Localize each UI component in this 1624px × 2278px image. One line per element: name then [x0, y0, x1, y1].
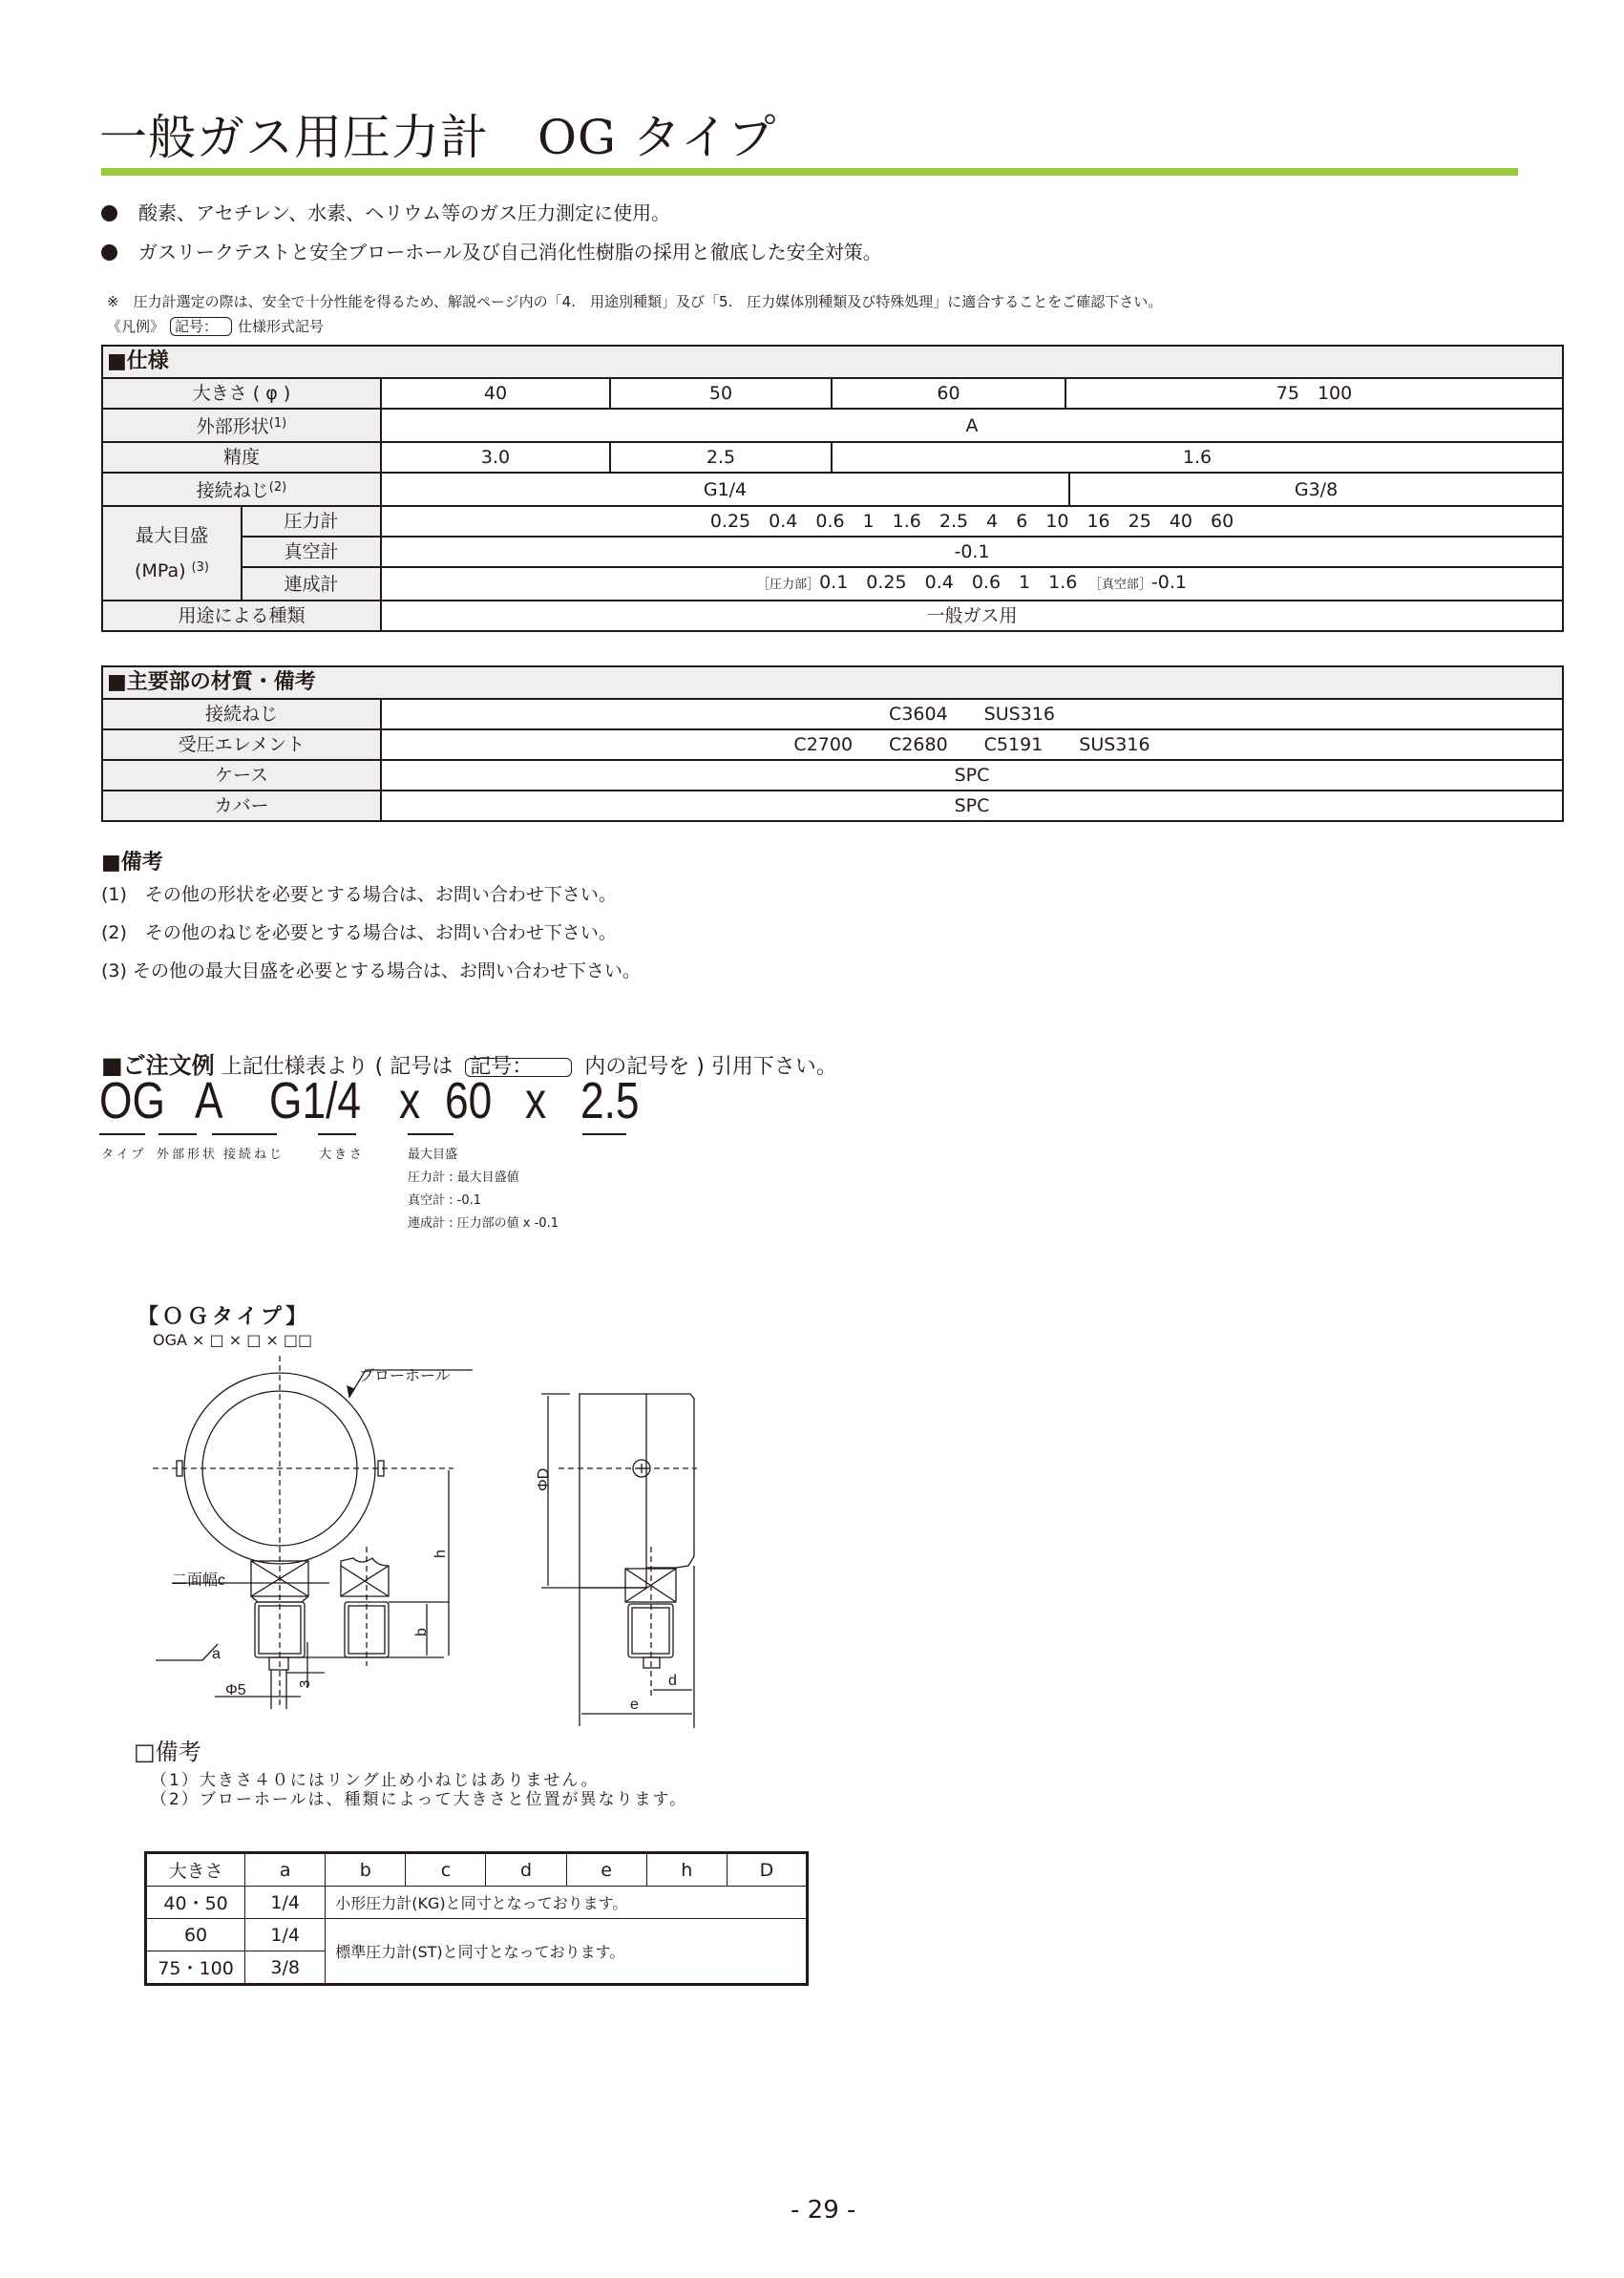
- dimension-table: [144, 1851, 809, 1986]
- section-title: ■主要部の材質・備考: [102, 666, 1563, 699]
- table-row: 接続ねじ$^{(2)}$ G1/4 G3/8: [102, 473, 1563, 506]
- svg-text:e: e: [630, 1697, 639, 1713]
- order-label-size: 大きさ: [319, 1148, 366, 1162]
- section-title: ■仕様: [102, 346, 1563, 378]
- order-label-shape: 外部形状: [157, 1148, 219, 1162]
- scale-note: 圧力計 : 最大目盛値: [408, 1171, 519, 1185]
- svg-text:b: b: [413, 1628, 430, 1636]
- table-row: 受圧エレメント C2700 C2680 C5191 SUS316: [102, 729, 1563, 760]
- notes2-title: □備考: [134, 1739, 201, 1765]
- underline: [408, 1133, 453, 1135]
- underline: [99, 1133, 145, 1135]
- page-number: - 29 -: [791, 2196, 856, 2225]
- scale-note: 真空計 : -0.1: [408, 1193, 482, 1208]
- table-row: 外部形状$^{(1)}$ A: [102, 409, 1563, 442]
- svg-text:ΦD: ΦD: [536, 1467, 552, 1491]
- order-code-size: 60: [445, 1072, 493, 1129]
- order-code-x: x: [399, 1072, 421, 1129]
- svg-text:二面幅c: 二面幅c: [172, 1572, 226, 1589]
- table-row: 大きさ ( φ ) 40 50 60 75 100: [102, 378, 1563, 409]
- bullet-icon: [101, 205, 117, 221]
- symbol-box: 記号：: [170, 317, 232, 336]
- materials-table: [101, 665, 1564, 822]
- title-underline: [101, 168, 1518, 176]
- table-header-row: 大きさ a b c d e h D: [146, 1853, 808, 1887]
- diagram-code: OGA × □ × □ × □□: [153, 1331, 313, 1349]
- order-label-type: タイプ: [101, 1148, 147, 1162]
- note-item: （2）ブローホールは、種類によって大きさと位置が異なります。: [151, 1790, 688, 1809]
- svg-text:h: h: [432, 1550, 449, 1558]
- underline: [212, 1133, 277, 1135]
- svg-text:d: d: [668, 1673, 677, 1689]
- table-row: 40・50 1/4 小形圧力計(KG)と同寸となっております。: [146, 1887, 808, 1919]
- table-row: 接続ねじ C3604 SUS316: [102, 699, 1563, 729]
- order-code-thread: G1/4: [269, 1072, 362, 1129]
- table-row: 用途による種類 一般ガス用: [102, 601, 1563, 631]
- table-row: 連成計 ［圧力部］0.1 0.25 0.4 0.6 1 1.6 ［真空部］-0.1: [102, 567, 1563, 601]
- order-code-shape: A: [195, 1072, 223, 1129]
- remark-item: (1) その他の形状を必要とする場合は、お問い合わせ下さい。: [101, 884, 617, 905]
- table-row: 75・100 3/8: [146, 1951, 808, 1985]
- order-code-type: OG: [99, 1072, 165, 1129]
- order-label-scale: 最大目盛: [408, 1148, 458, 1162]
- remark-item: (2) その他のねじを必要とする場合は、お問い合わせ下さい。: [101, 922, 617, 943]
- svg-text:ブローホール: ブローホール: [359, 1368, 451, 1384]
- scale-note: 連成計 : 圧力部の値 x -0.1: [408, 1216, 559, 1231]
- table-row: 真空計 -0.1: [102, 537, 1563, 567]
- page-title: 一般ガス用圧力計 OG タイプ: [99, 110, 777, 165]
- legend: 《凡例》 記号： 仕様形式記号: [107, 318, 325, 335]
- feature-item: ガスリークテストと安全ブローホール及び自己消化性樹脂の採用と徹底した安全対策。: [101, 237, 882, 264]
- underline: [158, 1133, 197, 1135]
- feature-item: 酸素、アセチレン、水素、ヘリウム等のガス圧力測定に使用。: [101, 198, 670, 225]
- selection-note: ※ 圧力計選定の際は、安全で十分性能を得るため、解説ページ内の「4. 用途別種類」及び「5. 圧力媒体別種類及び特殊処理」に適合することをご確認下さい。: [107, 293, 1163, 310]
- remarks-title: ■備考: [101, 851, 163, 875]
- svg-text:3: 3: [297, 1679, 313, 1688]
- table-row: カバー SPC: [102, 791, 1563, 821]
- remark-item: (3) その他の最大目盛を必要とする場合は、お問い合わせ下さい。: [101, 960, 641, 981]
- underline: [582, 1133, 626, 1135]
- order-example-heading: ■ご注文例 上記仕様表より ( 記号は 記号： 内の記号を ) 引用下さい。: [101, 1052, 837, 1079]
- underline: [318, 1133, 356, 1135]
- order-code-x: x: [525, 1072, 547, 1129]
- table-row: 精度 3.0 2.5 1.6: [102, 442, 1563, 473]
- table-row: 60 1/4 標準圧力計(ST)と同寸となっております。: [146, 1919, 808, 1951]
- table-row: ケース SPC: [102, 760, 1563, 791]
- order-label-thread: 接続ねじ: [223, 1148, 285, 1162]
- svg-text:a: a: [212, 1646, 221, 1662]
- diagram-title: 【ＯＧタイプ】: [137, 1305, 311, 1329]
- bullet-icon: [101, 244, 117, 261]
- table-row: 最大目盛 (MPa) $^{(3)}$ 圧力計 0.25 0.4 0.6 1 1.6 2.5 4 6 10 16 25 40 60: [102, 506, 1563, 537]
- spec-table: [101, 345, 1564, 632]
- note-item: （1）大きさ４０にはリング止め小ねじはありません。: [151, 1771, 600, 1790]
- gauge-drawing: [124, 1356, 735, 1747]
- svg-text:Φ5: Φ5: [225, 1682, 246, 1698]
- order-code-scale: 2.5: [580, 1072, 640, 1129]
